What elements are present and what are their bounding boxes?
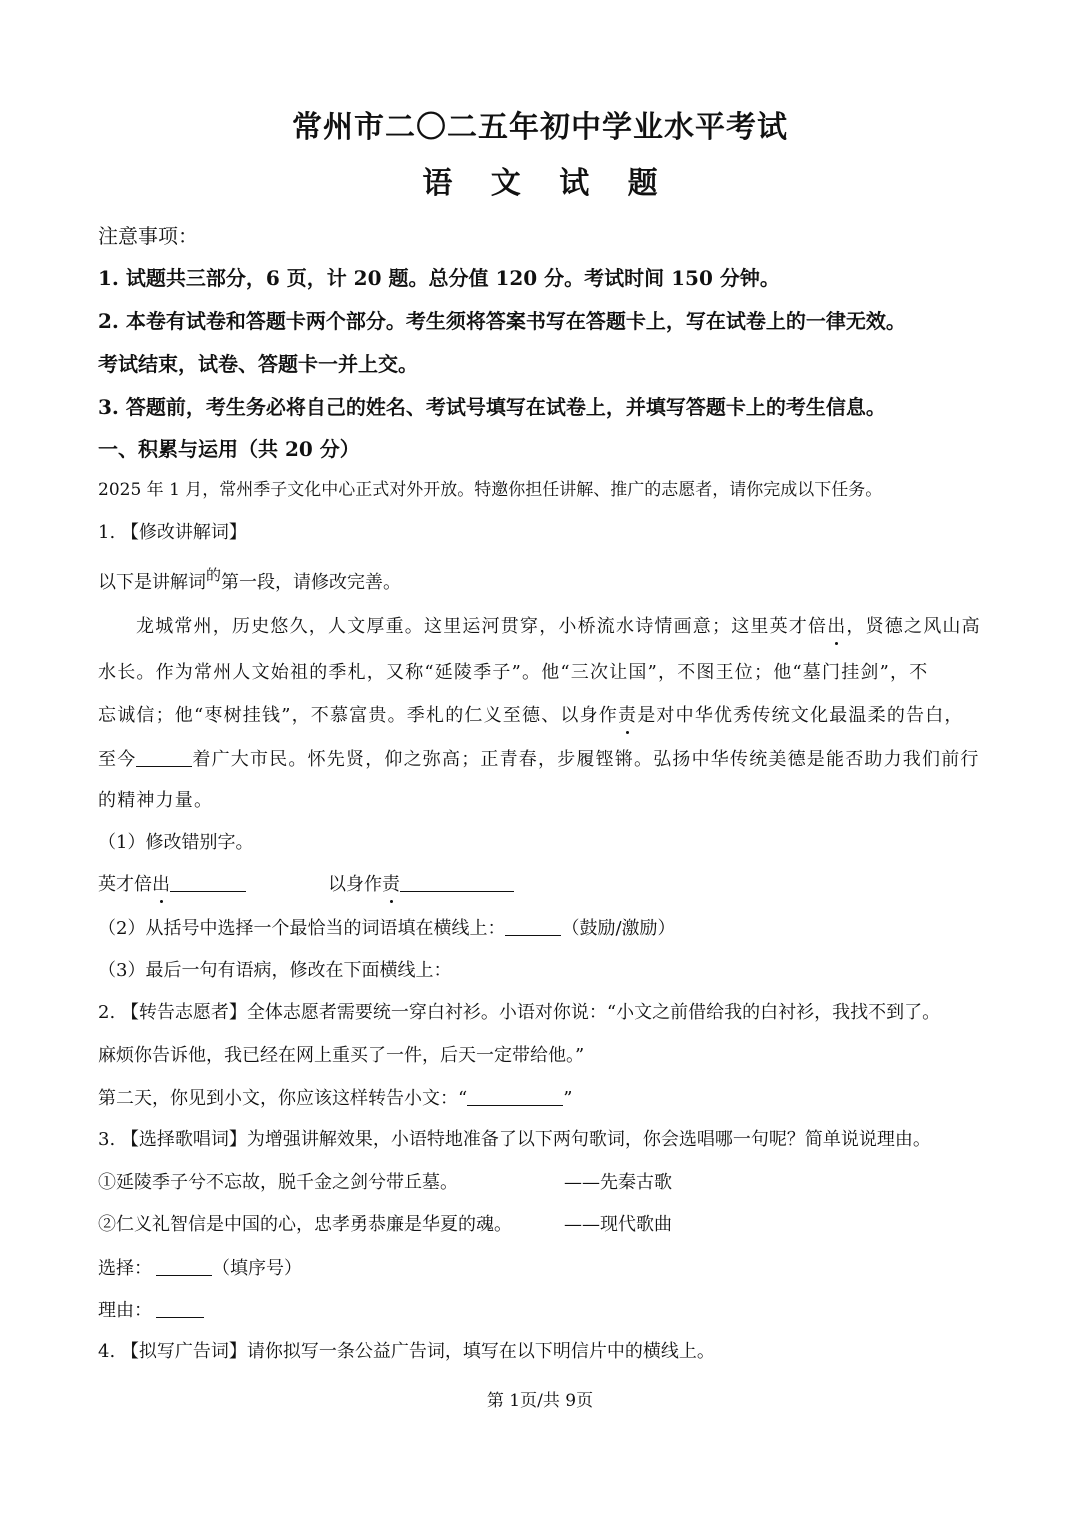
question-1-sub-1: （1）修改错别字。 — [98, 832, 254, 853]
passage-line-5: 的精神力量。 — [98, 790, 214, 811]
answer-blank[interactable] — [156, 1257, 212, 1276]
choice-line — [98, 1257, 302, 1280]
word-text: 以身作 — [328, 874, 382, 895]
sub-question-text: （2）从括号中选择一个最恰当的词语填在横线上： — [98, 918, 506, 939]
passage-text: 龙城常州，历史悠久，人文厚重。这里运河贯穿，小桥流水诗情画意；这里英才倍 — [136, 616, 828, 637]
fill-blank[interactable] — [136, 748, 192, 767]
exam-subtitle: 语 文 试 题 — [422, 166, 672, 201]
reason-label: 理由： — [98, 1300, 152, 1321]
notice-item-3: 3. 答题前，考生务必将自己的姓名、考试号填写在试卷上，并填写答题卡上的考生信息。 — [98, 395, 886, 419]
passage-line-4 — [98, 748, 980, 771]
choice-hint: （填序号） — [212, 1258, 302, 1279]
section-1-heading: 一、积累与运用（共 20 分） — [98, 437, 360, 461]
emphasis-char: 出 — [152, 874, 170, 895]
answer-blank[interactable] — [170, 873, 246, 892]
word-options: （鼓励/激励） — [561, 918, 676, 939]
question-1-label: 1. 【修改讲解词】 — [98, 522, 247, 543]
prompt-text: 第二天，你见到小文，你应该这样转告小文：“ — [98, 1088, 468, 1109]
page-number: 第 1页/共 9页 — [486, 1391, 594, 1411]
word-text: 英才倍 — [98, 874, 152, 895]
choice-label: 选择： — [98, 1258, 152, 1279]
lyric-2: ②仁义礼智信是中国的心，忠孝勇恭廉是华夏的魂。 — [98, 1214, 512, 1235]
lyric-1: ①延陵季子兮不忘故，脱千金之剑兮带丘墓。 — [98, 1172, 458, 1193]
question-1-instruction — [98, 566, 402, 594]
question-3-line-1: 3. 【选择歌唱词】为增强讲解效果，小语特地准备了以下两句歌词，你会选唱哪一句呢？简单说说理由。 — [98, 1129, 931, 1150]
question-2-line-2: 麻烦你告诉他，我已经在网上重买了一件，后天一定带给他。” — [98, 1045, 585, 1066]
question-2-line-3 — [98, 1087, 572, 1110]
passage-line-2: 水长。作为常州人文始祖的季札，又称“延陵季子”。他“三次让国”，不图王位；他“墓门挂剑”，不 — [98, 662, 929, 683]
section-1-intro: 2025 年 1 月，常州季子文化中心正式对外开放。特邀你担任讲解、推广的志愿者，请你完成以下任务。 — [98, 480, 883, 500]
lyric-2-source: ——现代歌曲 — [564, 1214, 672, 1235]
answer-blank[interactable] — [505, 917, 561, 936]
exam-title: 常州市二〇二五年初中学业水平考试 — [292, 110, 788, 145]
answer-blank[interactable] — [156, 1299, 204, 1318]
passage-text: ，贤德之风山高 — [846, 616, 981, 637]
notice-item-1: 1. 试题共三部分，6 页，计 20 题。总分值 120 分。考试时间 150 分钟。 — [98, 266, 780, 290]
question-4-line-1: 4. 【拟写广告词】请你拟写一条公益广告词，填写在以下明信片中的横线上。 — [98, 1341, 715, 1362]
question-1-sub-1-answer-2 — [328, 873, 514, 896]
passage-text: 至今 — [98, 749, 137, 770]
instruction-text-2: 第一段，请修改完善。 — [221, 572, 402, 593]
answer-blank[interactable] — [400, 873, 514, 892]
passage-text: 是对中华优秀传统文化最温柔的告白， — [637, 705, 964, 726]
closing-quote: ” — [563, 1088, 573, 1109]
passage-text: 着广大市民。怀先贤，仰之弥高；正青春，步履铿锵。弘扬中华传统美德是能否助力我们前行 — [192, 749, 980, 770]
instruction-superscript: 的 — [206, 566, 222, 584]
passage-line-1 — [136, 616, 981, 638]
answer-blank[interactable] — [467, 1087, 563, 1106]
notice-item-2-line-2: 考试结束，试卷、答题卡一并上交。 — [98, 352, 418, 376]
lyric-1-source: ——先秦古歌 — [564, 1172, 672, 1193]
passage-text: 忘诚信；他“枣树挂钱”，不慕富贵。季札的仁义至德、以身作 — [98, 705, 619, 726]
question-1-sub-1-answer-1 — [98, 873, 246, 896]
question-1-sub-3: （3）最后一句有语病，修改在下面横线上： — [98, 960, 452, 981]
notice-item-2-line-1: 2. 本卷有试卷和答题卡两个部分。考生须将答案书写在答题卡上，写在试卷上的一律无效。 — [98, 309, 906, 333]
passage-line-3 — [98, 705, 964, 727]
emphasis-char: 责 — [618, 705, 638, 726]
notice-heading: 注意事项： — [98, 224, 198, 248]
question-2-line-1: 2. 【转告志愿者】全体志愿者需要统一穿白衬衫。小语对你说：“小文之前借给我的白衬衫，我找不到了。 — [98, 1002, 941, 1023]
emphasis-char: 责 — [382, 874, 400, 895]
question-1-sub-2 — [98, 917, 676, 940]
instruction-text: 以下是讲解词 — [98, 572, 206, 593]
emphasis-char: 出 — [827, 616, 847, 637]
reason-line — [98, 1299, 204, 1322]
